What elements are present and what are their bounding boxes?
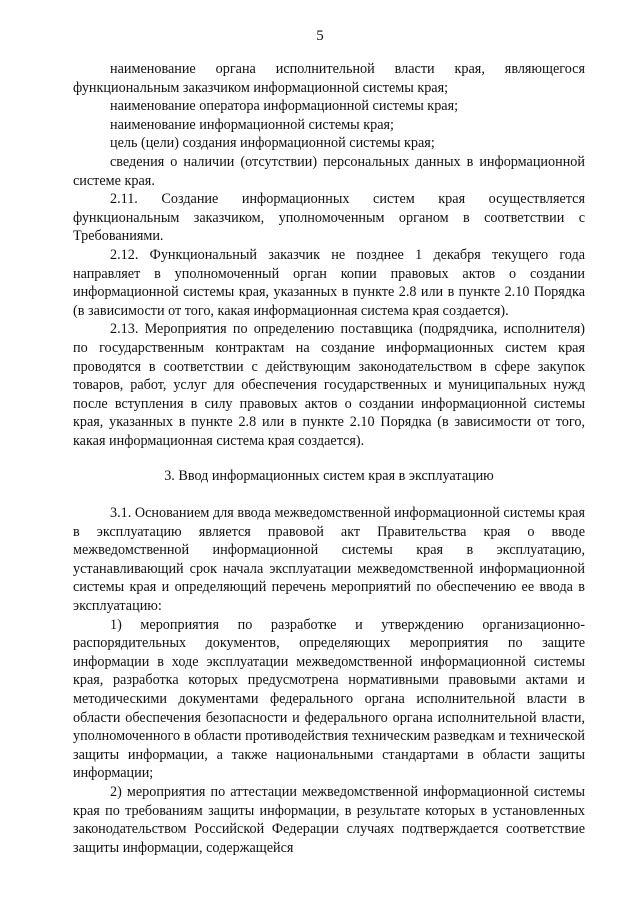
section-heading: 3. Ввод информационных систем края в эксплуатацию: [164, 468, 494, 485]
paragraph: сведения о наличии (отсутствии) персональных данных в информационной системе края.: [73, 153, 585, 189]
paragraph: 3.1. Основанием для ввода межведомственной информационной системы края в эксплуатацию является правовой акт Правительства края о вводе межведомственной информационной системы края в эксплуатацию, устанавливающий срок начала эксплуатации межведомственной информационной системы края и определяющий перечень мероприятий по обеспечению ее ввода в эксплуатацию:: [73, 505, 585, 615]
top-paragraphs: [73, 60, 585, 450]
paragraph: 1) мероприятия по разработке и утверждению организационно-распорядительных документов, определяющих мероприятия по защите информации в ходе эксплуатации межведомственной информационной системы края, разработка которых предусмотрена нормативными правовыми актами и методическими документами федерального органа исполнительной власти в области обеспечения безопасности и федерального органа исполнительной власти, уполномоченного в области противодействия техническим разведкам и технической защиты информации, а также национальными стандартами в области защиты информации;: [73, 616, 585, 782]
bottom-paragraphs: [73, 504, 585, 857]
paragraph: 2.11. Создание информационных систем края осуществляется функциональным заказчиком, уполномоченным органом в соответствии с Требованиями.: [73, 191, 585, 245]
paragraph: наименование органа исполнительной власти края, являющегося функциональным заказчиком информационной системы края;: [73, 61, 585, 96]
paragraph: 2) мероприятия по аттестации межведомственной информационной системы края по требованиям защиты информации, в результате которых в установленных законодательством Российской Федерации случаях подтверждается соответствие защиты информации, содержащейся: [73, 783, 585, 856]
paragraph: 2.12. Функциональный заказчик не позднее 1 декабря текущего года направляет в уполномоченный орган копии правовых актов о создании информационной системы края, указанных в пункте 2.8 или в пункте 2.10 Порядка (в зависимости от того, какая информационная система края создается).: [73, 246, 585, 319]
paragraph: наименование информационной системы края;: [110, 116, 394, 133]
paragraph: наименование оператора информационной системы края;: [110, 98, 459, 115]
page-number: 5: [316, 28, 324, 44]
paragraph: цель (цели) создания информационной системы края;: [110, 135, 435, 152]
paragraph: 2.13. Мероприятия по определению поставщика (подрядчика, исполнителя) по государственным контрактам на создание информационных систем края проводятся в соответствии с действующим законодательством в сфере закупок товаров, работ, услуг для обеспечения государственных и муниципальных нужд после вступления в силу правовых актов о создании информационной системы края, указанных в пункте 2.8 или в пункте 2.10 Порядка (в зависимости от того, какая информационная система края создается).: [73, 321, 585, 449]
document-body: [73, 60, 585, 857]
